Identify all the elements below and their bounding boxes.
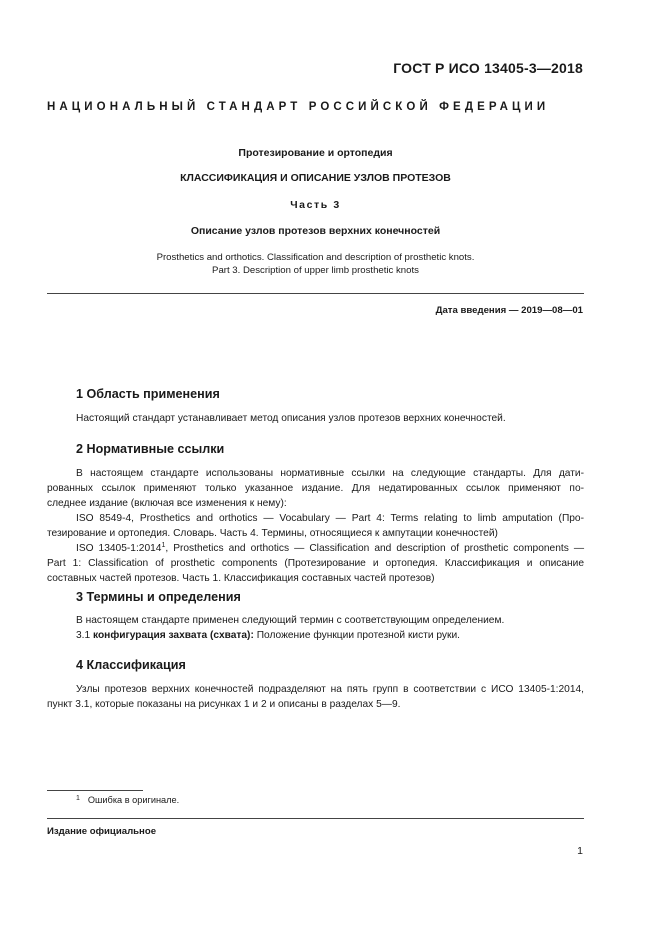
paragraph-line: составных частей протезов. Часть 1. Классификация составных частей протезов)	[47, 573, 435, 584]
paragraph-line: Узлы протезов верхних конечностей подразделяют на пять групп в соответствии с ИСО 13405-1:2014,	[76, 684, 584, 695]
title-main: КЛАССИФИКАЦИЯ И ОПИСАНИЕ УЗЛОВ ПРОТЕЗОВ	[180, 172, 451, 184]
paragraph-line: В настоящем стандарте использованы нормативные ссылки на следующие стандарты. Для дати-	[76, 468, 584, 479]
footnote	[76, 795, 179, 805]
edition-label: Издание официальное	[47, 826, 157, 837]
title-english-line-1: Prosthetics and orthotics. Classification and description of prosthetic knots.	[156, 252, 475, 263]
section-2-heading: 2 Нормативные ссылки	[76, 442, 225, 456]
term: конфигурация захвата (схвата):	[93, 630, 254, 641]
title-field: Протезирование и ортопедия	[238, 147, 393, 159]
paragraph-line: следнее издание (включая все изменения к нему):	[47, 498, 287, 509]
paragraph-line: ISO 8549-4, Prosthetics and orthotics — Vocabulary — Part 4: Terms relating to limb amputation (Про-	[76, 513, 584, 524]
introduction-date: Дата введения — 2019—08—01	[435, 305, 583, 316]
definition: Положение функции протезной кисти руки.	[253, 630, 461, 641]
paragraph-line	[47, 541, 584, 556]
paragraph-line: тезирование и ортопедия. Словарь. Часть 4. Термины, относящиеся к ампутации конечностей)	[47, 528, 498, 539]
title-english-line-2: Part 3. Description of upper limb prosthetic knots	[212, 265, 419, 276]
section-1-heading: 1 Область применения	[76, 387, 220, 401]
reference-title: , Prosthetics and orthotics — Classification and description of prosthetic components —	[165, 543, 585, 554]
paragraph-line: пункт 3.1, которые показаны на рисунках 1 и 2 и описаны в разделах 5—9.	[47, 699, 401, 710]
page-number: 1	[577, 845, 583, 857]
divider	[47, 293, 584, 294]
footnote-text: Ошибка в оригинале.	[87, 795, 180, 805]
footer-divider	[47, 818, 584, 819]
term-number: 3.1	[76, 630, 93, 641]
reference-code: ISO 13405-1:2014	[76, 543, 162, 554]
paragraph: Настоящий стандарт устанавливает метод описания узлов протезов верхних конечностей.	[76, 413, 506, 424]
national-standard-heading: НАЦИОНАЛЬНЫЙ СТАНДАРТ РОССИЙСКОЙ ФЕДЕРАЦИИ	[47, 101, 550, 113]
section-1-body	[47, 411, 584, 426]
section-3-heading: 3 Термины и определения	[76, 590, 241, 604]
section-4-body	[47, 682, 584, 712]
footnote-marker: 1	[161, 542, 166, 549]
term-definition	[47, 628, 584, 643]
paragraph-line: рованных ссылок применяют только указанное издание. Для недатированных ссылок применяют по-	[47, 483, 584, 494]
title-part: Часть 3	[290, 199, 341, 211]
paragraph: В настоящем стандарте применен следующий термин с соответствующим определением.	[76, 615, 505, 626]
paragraph-line: Part 1: Classification of prosthetic components (Протезирование и ортопедия. Классификация и описание	[47, 558, 584, 569]
title-subtitle: Описание узлов протезов верхних конечностей	[190, 225, 441, 237]
footnote-number: 1	[76, 795, 80, 802]
section-4-heading: 4 Классификация	[76, 658, 186, 672]
footnote-divider	[47, 790, 143, 791]
section-3-body	[47, 613, 584, 643]
gost-code: ГОСТ Р ИСО 13405-3—2018	[393, 60, 583, 76]
section-2-body	[47, 466, 584, 586]
